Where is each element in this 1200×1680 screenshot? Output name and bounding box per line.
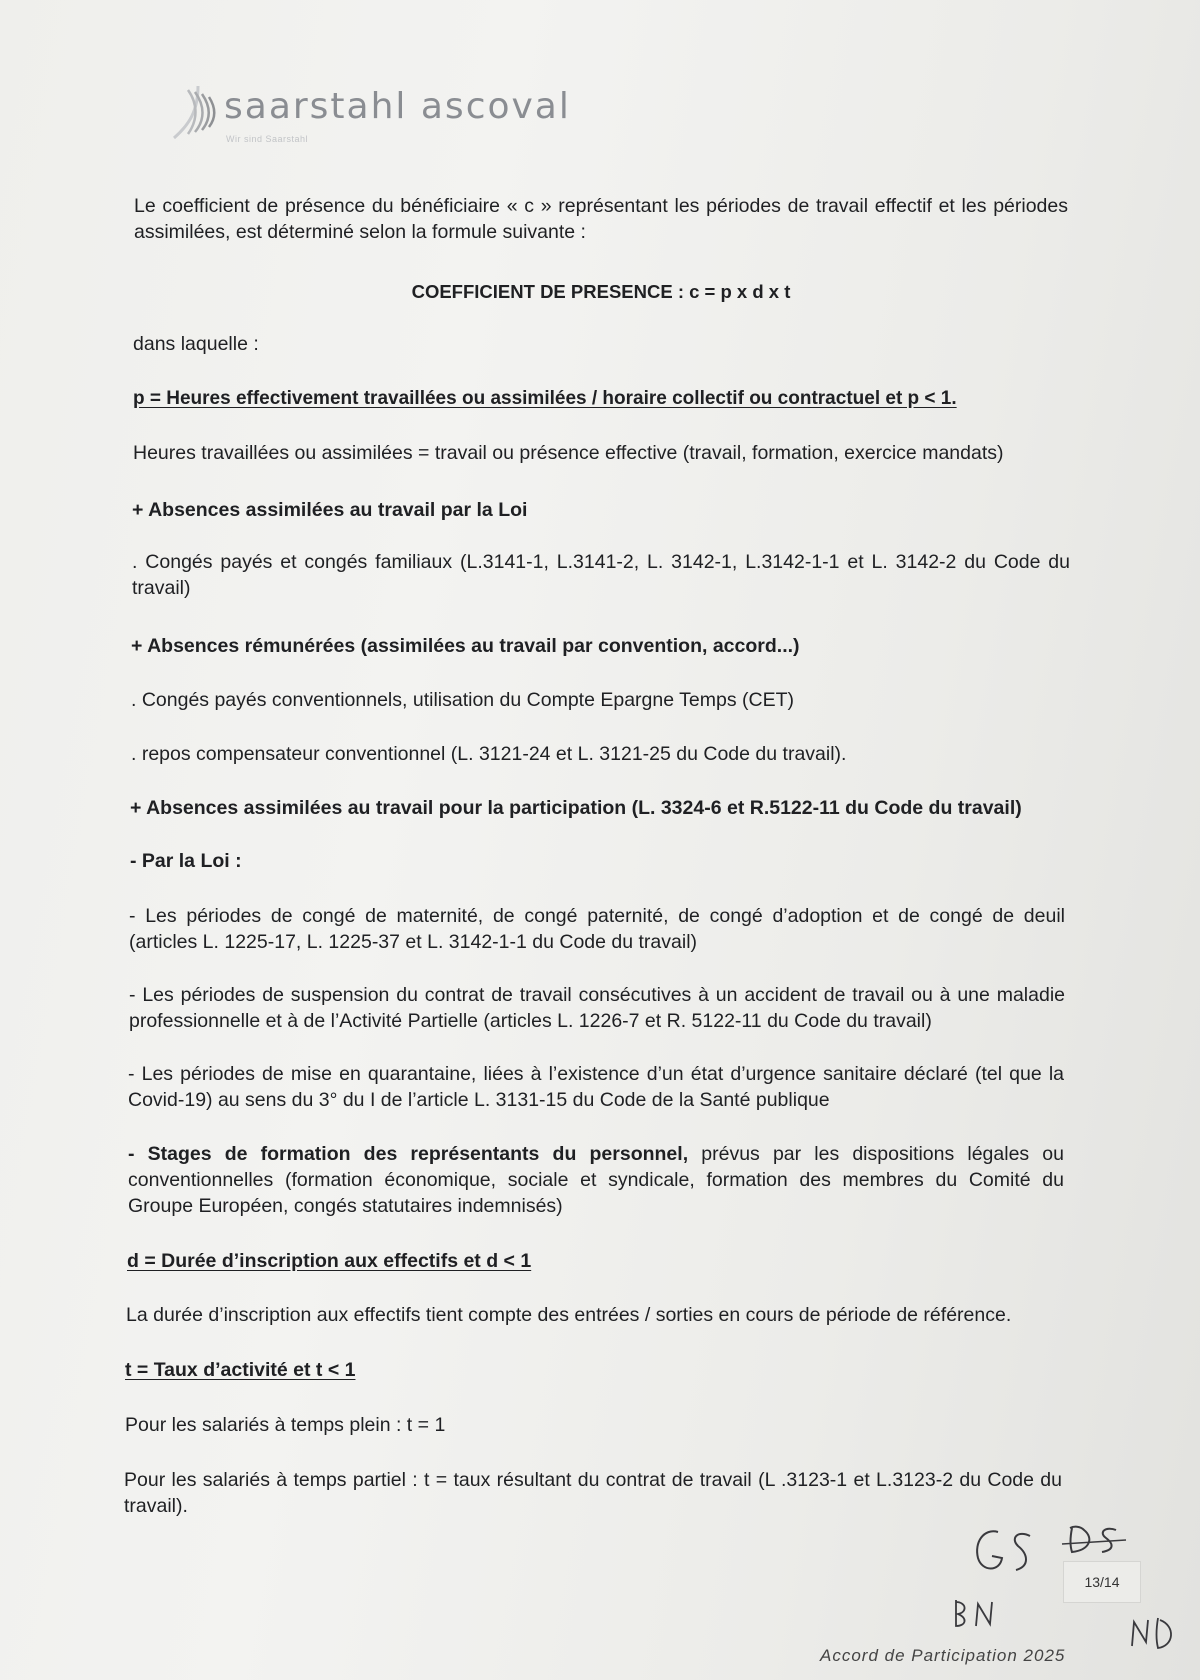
p-heading: p = Heures effectivement travaillées ou assimilées / horaire collectif ou contractuel et p < 1. — [133, 388, 957, 409]
footer-text: Accord de Participation 2025 — [820, 1646, 1066, 1665]
initials-ds — [1060, 1520, 1130, 1560]
loi-item-quarantaine: - Les périodes de mise en quarantaine, liées à l’existence d’un état d’urgence sanitaire déclaré (tel que la Covid-19) au sens du 3° du I de l’article L. 3131-15 du Code de la Santé publique — [128, 1063, 1064, 1111]
d-text: La durée d’inscription aux effectifs tient compte des entrées / sorties en cours de période de référence. — [126, 1304, 1012, 1326]
intro-paragraph: Le coefficient de présence du bénéficiaire « c » représentant les périodes de travail effectif et les périodes assimilées, est déterminé selon la formule suivante : — [134, 195, 1068, 243]
stages-formation-bold: - Stages de formation des représentants du personnel, — [128, 1143, 689, 1165]
absences-remunerees-item-cet: . Congés payés conventionnels, utilisation du Compte Epargne Temps (CET) — [131, 689, 794, 711]
d-heading: d = Durée d’inscription aux effectifs et d < 1 — [127, 1250, 532, 1272]
initials-nd — [1128, 1612, 1182, 1654]
saarstahl-logo-icon — [168, 80, 220, 142]
initials-gs — [970, 1522, 1040, 1582]
par-la-loi-heading: - Par la Loi : — [130, 850, 242, 872]
stages-formation-text: prévus par les dispositions légales ou conventionnelles (formation économique, sociale et syndicale, formation des membres du Comité du Groupe Européen, congés statutaires indemnisés) — [128, 1143, 1065, 1217]
t-heading: t = Taux d’activité et t < 1 — [125, 1359, 356, 1381]
t-part-time: Pour les salariés à temps partiel : t = taux résultant du contrat de travail (L .3123-1 et L.3123-2 du Code du travail). — [124, 1469, 1062, 1517]
t-full-time: Pour les salariés à temps plein : t = 1 — [125, 1414, 446, 1436]
stages-formation-paragraph — [128, 1141, 1064, 1219]
absences-loi-heading: + Absences assimilées au travail par la Loi — [132, 499, 528, 521]
absences-participation-heading: + Absences assimilées au travail pour la participation (L. 3324-6 et R.5122-11 du Code du travail) — [130, 797, 1022, 819]
loi-item-suspension: - Les périodes de suspension du contrat de travail consécutives à un accident de travail ou à une maladie professionnelle et à de l’Activité Partielle (articles L. 1226-7 et R. 5122-11 du Code du travail) — [129, 984, 1065, 1032]
absences-remunerees-item-repos: . repos compensateur conventionnel (L. 3121-24 et L. 3121-25 du Code du travail). — [131, 743, 847, 765]
dans-laquelle-label: dans laquelle : — [133, 333, 259, 355]
initials-bn — [950, 1596, 1000, 1632]
absences-remunerees-heading: + Absences rémunérées (assimilées au travail par convention, accord...) — [131, 635, 800, 657]
absences-loi-item: . Congés payés et congés familiaux (L.3141-1, L.3141-2, L. 3142-1, L.3142-1-1 et L. 3142-2 du Code du travail) — [132, 551, 1070, 599]
page-number: 13/14 — [1063, 1561, 1141, 1603]
company-tagline: Wir sind Saarstahl — [226, 134, 309, 144]
company-name: saarstahl ascoval — [224, 86, 571, 127]
formula-title: COEFFICIENT DE PRESENCE : c = p x d x t — [411, 281, 791, 302]
loi-item-conges: - Les périodes de congé de maternité, de congé paternité, de congé d’adoption et de congé de deuil (articles L. 1225-17, L. 1225-37 et L. 3142-1-1 du Code du travail) — [129, 905, 1065, 953]
p-definition: Heures travaillées ou assimilées = travail ou présence effective (travail, formation, exercice mandats) — [133, 442, 1004, 464]
